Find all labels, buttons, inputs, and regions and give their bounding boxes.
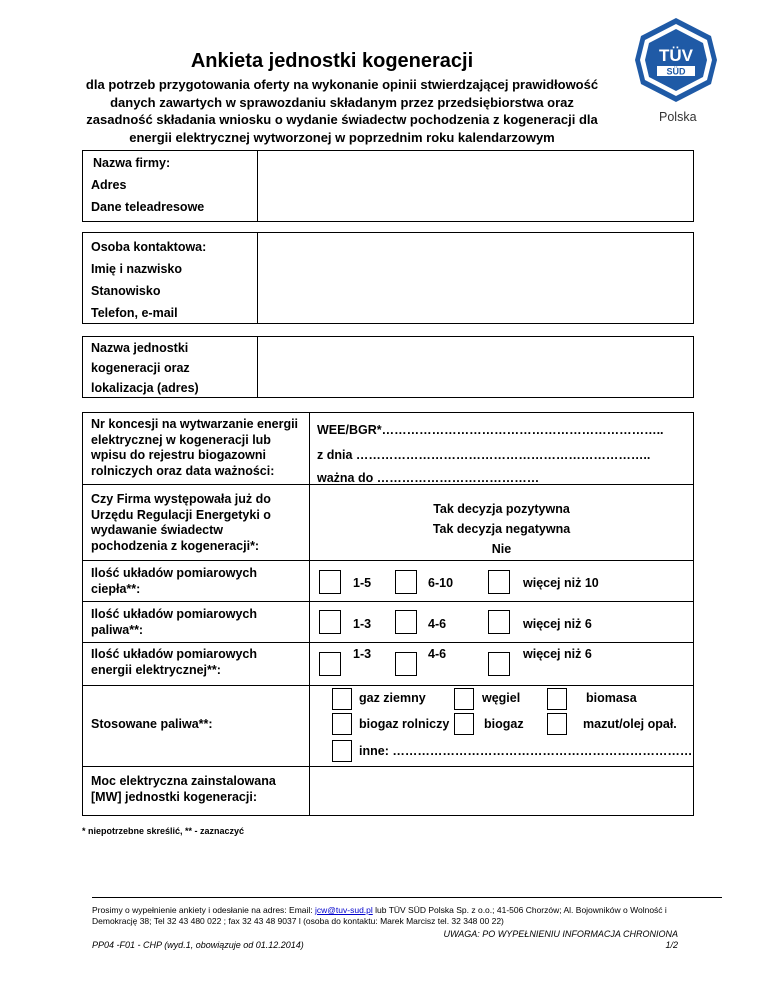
heat-meters-label: Ilość układów pomiarowych ciepła**: — [91, 566, 258, 596]
fuel-meters-label: Ilość układów pomiarowych paliwa**: — [91, 607, 258, 637]
page-number: 1/2 — [665, 940, 678, 950]
fuel-type-agri-biogas: biogaz rolniczy — [359, 717, 450, 731]
confidential-notice: UWAGA: PO WYPEŁNIENIU INFORMACJA CHRONIONA — [443, 929, 678, 939]
heat-option-3: więcej niż 10 — [523, 576, 599, 590]
ure-option-positive[interactable]: Tak decyzja pozytywna — [433, 502, 570, 516]
fuel-type-checkbox-oil[interactable] — [547, 713, 567, 735]
heat-option-1: 1-5 — [353, 576, 372, 590]
document-subtitle — [82, 76, 602, 146]
fuel-checkbox-1[interactable] — [319, 610, 341, 634]
license-validity-field[interactable]: ważna do ………………………………… — [317, 471, 540, 485]
ure-label: Czy Firma występowała już do Urzędu Regulacji Energetyki o wydawanie świadectw pochodzenia z kogeneracji*: — [91, 492, 271, 553]
contact-person-label: Osoba kontaktowa: — [91, 240, 207, 254]
elec-meters-label: Ilość układów pomiarowych energii elektrycznej**: — [91, 647, 258, 677]
ure-option-negative[interactable]: Tak decyzja negatywna — [432, 522, 571, 536]
details-table — [82, 412, 694, 816]
subtitle-line: energii elektrycznej wytworzonej w poprzednim roku kalendarzowym — [129, 129, 555, 145]
fuel-type-coal: węgiel — [482, 691, 521, 705]
fuel-type-checkbox-gas[interactable] — [332, 688, 352, 710]
subtitle-line: zasadność składania wniosku o wydanie świadectw pochodzenia z kogeneracji dla — [86, 112, 598, 127]
company-section — [82, 150, 694, 222]
fuel-checkbox-2[interactable] — [395, 610, 417, 634]
company-address-label: Adres — [91, 178, 127, 192]
heat-checkbox-2[interactable] — [395, 570, 417, 594]
fuel-option-2: 4-6 — [428, 617, 447, 631]
unit-section — [82, 336, 694, 398]
document-code: PP04 -F01 - CHP (wyd.1, obowiązuje od 01.12.2014) — [92, 940, 304, 950]
logo-text-top: TÜV — [659, 46, 693, 65]
elec-checkbox-2[interactable] — [395, 652, 417, 676]
elec-checkbox-3[interactable] — [488, 652, 510, 676]
elec-option-2: 4-6 — [428, 647, 447, 661]
unit-label-line: lokalizacja (adres) — [91, 381, 199, 395]
fuel-option-3: więcej niż 6 — [523, 617, 592, 631]
fuel-type-checkbox-biogas[interactable] — [454, 713, 474, 735]
fuel-type-gas: gaz ziemny — [359, 691, 426, 705]
document-title: Ankieta jednostki kogeneracji — [190, 50, 474, 72]
unit-label-line: kogeneracji oraz — [91, 361, 190, 375]
contact-section — [82, 232, 694, 324]
logo-text-bottom: SÜD — [666, 66, 686, 77]
fuel-type-checkbox-agri-biogas[interactable] — [332, 713, 352, 735]
contact-phone-label: Telefon, e-mail — [91, 306, 178, 320]
heat-option-2: 6-10 — [428, 576, 454, 590]
footer-text: Prosimy o wypełnienie ankiety i odesłanie na adres: Email: jcw@tuv-sud.pl lub TÜV SÜD Polska Sp. z o.o.; 41-506 Chorzów; Al. Bojowników o Wolność i Demokrację 38; Tel 32 43 480 022 ; fax 32 43 48 9037 l (osoba do kontaktu: Marek Marcisz tel. 32 348 00 22) — [92, 905, 667, 926]
company-name-label: Nazwa firmy: — [93, 156, 171, 170]
license-number-field[interactable]: WEE/BGR*………………………………………………………….. — [317, 423, 664, 437]
license-label: Nr koncesji na wytwarzanie energii elektrycznej w kogeneracji lub wpisu do rejestru biogazowni rolniczych oraz data ważności: — [91, 417, 299, 478]
fuel-type-biogas: biogaz — [484, 717, 524, 731]
fuel-type-checkbox-biomass[interactable] — [547, 688, 567, 710]
contact-input-field[interactable] — [258, 233, 693, 323]
company-input-field[interactable] — [258, 151, 693, 221]
logo-caption: Polska — [659, 110, 697, 124]
elec-option-3: więcej niż 6 — [523, 647, 592, 661]
ure-option-no[interactable]: Nie — [491, 542, 512, 556]
company-contact-data-label: Dane teleadresowe — [91, 200, 205, 214]
email-link[interactable]: jcw@tuv-sud.pl — [315, 905, 373, 915]
unit-label-line: Nazwa jednostki — [91, 341, 189, 355]
fuel-type-checkbox-other[interactable] — [332, 740, 352, 762]
subtitle-line: dla potrzeb przygotowania oferty na wykonanie opinii stwierdzającej prawidłowość — [85, 77, 599, 92]
fuel-type-checkbox-coal[interactable] — [454, 688, 474, 710]
footnote: * niepotrzebne skreślić, ** - zaznaczyć — [82, 826, 245, 836]
unit-input-field[interactable] — [258, 337, 693, 397]
contact-position-label: Stanowisko — [91, 284, 161, 298]
fuel-type-biomass: biomasa — [586, 691, 637, 705]
fuels-used-label: Stosowane paliwa**: — [91, 717, 213, 731]
footer-divider — [92, 897, 722, 898]
ure-options — [310, 499, 693, 559]
fuel-option-1: 1-3 — [353, 617, 372, 631]
power-label: Moc elektryczna zainstalowana [MW] jednostki kogeneracji: — [91, 774, 276, 804]
license-date-field[interactable]: z dnia …………………………………………………………….. — [317, 448, 651, 462]
heat-checkbox-3[interactable] — [488, 570, 510, 594]
elec-option-1: 1-3 — [353, 647, 372, 661]
fuel-type-oil: mazut/olej opał. — [583, 717, 677, 731]
contact-name-label: Imię i nazwisko — [91, 262, 183, 276]
power-input-field[interactable] — [310, 767, 693, 815]
elec-checkbox-1[interactable] — [319, 652, 341, 676]
fuel-checkbox-3[interactable] — [488, 610, 510, 634]
tuv-sud-logo — [633, 16, 719, 104]
fuel-type-other-field[interactable]: inne: ……………………………………………………………… — [359, 744, 693, 758]
heat-checkbox-1[interactable] — [319, 570, 341, 594]
subtitle-line: danych zawartych w sprawozdaniu składanym przez przedsiębiorstwa oraz — [110, 94, 574, 110]
